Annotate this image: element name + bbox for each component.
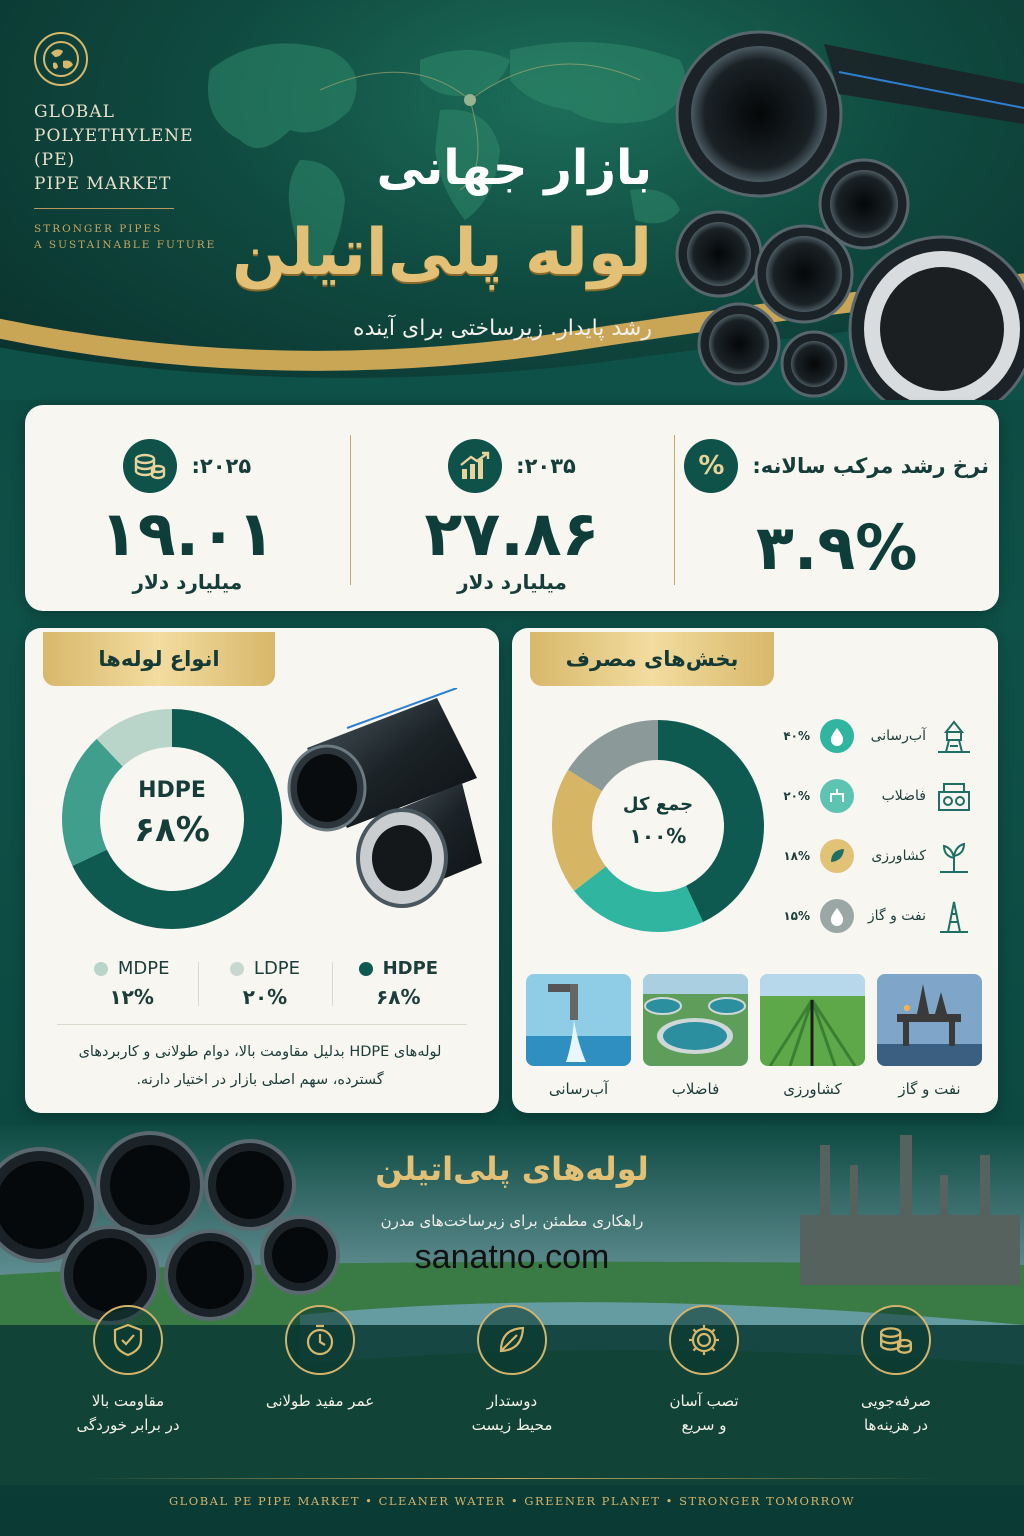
water-supply-photo bbox=[526, 974, 631, 1066]
stat-unit: میلیارد دلار bbox=[132, 570, 243, 594]
legend-item-ldpe bbox=[198, 958, 331, 1009]
sector-water bbox=[762, 706, 972, 766]
stat-cagr bbox=[674, 405, 999, 611]
feature-label-line: عمر مفید طولانی bbox=[265, 1392, 375, 1410]
percent-icon: % bbox=[684, 439, 738, 493]
sector-slice-1 bbox=[574, 866, 703, 932]
brand-title-line: PIPE MARKET bbox=[34, 174, 172, 194]
pipe-types-title: انواع لوله‌ها bbox=[43, 632, 275, 686]
legend-name: HDPE bbox=[382, 958, 439, 979]
agriculture-photo bbox=[760, 974, 865, 1066]
feature-label-line: مقاومت بالا bbox=[91, 1392, 165, 1410]
stat-unit: میلیارد دلار bbox=[457, 570, 567, 594]
hero-pipes-image bbox=[664, 24, 1024, 400]
donut-center-value: ۱۰۰% bbox=[629, 824, 687, 848]
hero-subtitle: رشد پایدار. زیرساختی برای آینده bbox=[353, 316, 652, 341]
oil-drop-icon bbox=[820, 899, 854, 933]
feature-label-line: محیط زیست bbox=[471, 1416, 553, 1434]
growth-chart-icon bbox=[448, 439, 502, 493]
note-divider bbox=[57, 1024, 467, 1025]
sector-photos bbox=[526, 974, 982, 1098]
stat-2035 bbox=[350, 405, 675, 611]
bottom-subtitle: راهکاری مطمئن برای زیرساخت‌های مدرن bbox=[380, 1212, 644, 1230]
brand-tagline bbox=[34, 221, 234, 253]
bottom-title: لوله‌های پلی‌اتیلن bbox=[375, 1150, 649, 1188]
feature-label bbox=[472, 1389, 553, 1437]
market-stats-card bbox=[25, 405, 999, 611]
feature-easy-install bbox=[620, 1305, 788, 1437]
brand-block bbox=[34, 32, 234, 253]
photo-agriculture bbox=[760, 974, 865, 1098]
consumption-panel bbox=[512, 628, 998, 1113]
legend-dot bbox=[230, 962, 244, 976]
brand-title-line: POLYETHYLENE (PE) bbox=[34, 126, 194, 170]
coins-icon bbox=[861, 1305, 931, 1375]
stat-label: نرخ رشد مرکب سالانه: bbox=[752, 454, 989, 478]
feature-label-line: در هزینه‌ها bbox=[863, 1416, 929, 1434]
photo-caption: کشاورزی bbox=[783, 1080, 842, 1098]
legend-name: LDPE bbox=[253, 958, 301, 979]
legend-dot bbox=[359, 962, 373, 976]
legend-name: MDPE bbox=[117, 958, 170, 979]
sector-name: آب‌رسانی bbox=[870, 728, 926, 744]
pipe-types-panel bbox=[25, 628, 499, 1113]
photo-water-supply bbox=[526, 974, 631, 1098]
feature-label bbox=[670, 1389, 739, 1437]
photo-caption: آب‌رسانی bbox=[548, 1080, 609, 1098]
photo-caption: نفت و گاز bbox=[898, 1080, 961, 1098]
feature-label-line: تصب آسان bbox=[669, 1392, 739, 1410]
footer-divider bbox=[80, 1478, 944, 1479]
sector-name: فاضلاب bbox=[881, 788, 926, 804]
timer-icon bbox=[285, 1305, 355, 1375]
sector-name: کشاورزی bbox=[871, 848, 926, 864]
globe-logo-icon bbox=[34, 32, 88, 86]
photo-oil-gas bbox=[877, 974, 982, 1098]
donut-center-label: HDPE bbox=[138, 778, 206, 803]
leaf-icon bbox=[477, 1305, 547, 1375]
stat-value: ۲۷.۸۶ bbox=[424, 497, 600, 570]
brand-title-line: GLOBAL bbox=[34, 102, 115, 122]
brand-divider bbox=[34, 208, 174, 209]
feature-label-line: دوستدار bbox=[486, 1392, 538, 1410]
feature-label bbox=[76, 1389, 179, 1437]
wastewater-photo bbox=[643, 974, 748, 1066]
sector-list bbox=[762, 706, 972, 946]
sector-value: ۲۰% bbox=[783, 789, 810, 803]
stat-label: ۲۰۲۵: bbox=[191, 454, 252, 478]
pipe-product-image bbox=[287, 688, 487, 918]
sector-name: نفت و گاز bbox=[867, 908, 926, 924]
brand-tagline-line: A SUSTAINABLE FUTURE bbox=[34, 239, 217, 251]
legend-dot bbox=[94, 962, 108, 976]
legend-item-mdpe bbox=[65, 958, 198, 1009]
feature-label-line: در برابر خوردگی bbox=[76, 1416, 180, 1434]
donut-center-value: ۶۸% bbox=[134, 810, 210, 850]
stat-2025 bbox=[25, 405, 350, 611]
consumption-title: بخش‌های مصرف bbox=[530, 632, 774, 686]
sector-value: ۱۸% bbox=[783, 849, 810, 863]
legend-value: ۶۸% bbox=[376, 985, 421, 1009]
gear-icon bbox=[669, 1305, 739, 1375]
pipe-types-legend bbox=[65, 958, 465, 1009]
shield-check-icon bbox=[93, 1305, 163, 1375]
sector-oil-gas bbox=[762, 886, 972, 946]
leaf-icon bbox=[820, 839, 854, 873]
photo-wastewater bbox=[643, 974, 748, 1098]
oil-gas-photo bbox=[877, 974, 982, 1066]
irrigation-icon bbox=[936, 838, 972, 874]
feature-label-line: و سریع bbox=[681, 1416, 727, 1434]
hero-section bbox=[0, 0, 1024, 400]
legend-item-hdpe bbox=[332, 958, 465, 1009]
sector-sewage bbox=[762, 766, 972, 826]
sewage-icon bbox=[820, 779, 854, 813]
hero-title-line1: بازار جهانی bbox=[376, 140, 652, 196]
treatment-plant-icon bbox=[936, 778, 972, 814]
footer-tagline: GLOBAL PE PIPE MARKET • CLEANER WATER • GREENER PLANET • STRONGER TOMORROW bbox=[168, 1494, 856, 1508]
feature-label bbox=[266, 1389, 374, 1413]
oil-rig-icon bbox=[936, 898, 972, 934]
coins-icon bbox=[123, 439, 177, 493]
stat-label: ۲۰۳۵: bbox=[516, 454, 576, 478]
brand-tagline-line: STRONGER PIPES bbox=[34, 223, 163, 235]
sector-value: ۱۵% bbox=[783, 909, 810, 923]
feature-label bbox=[861, 1389, 931, 1437]
feature-long-life bbox=[236, 1305, 404, 1437]
stat-value: ۳.۹% bbox=[756, 511, 918, 584]
donut-center-label: جمع کل bbox=[622, 794, 694, 815]
website-url: sanatno.com bbox=[414, 1238, 610, 1276]
brand-title bbox=[34, 100, 234, 196]
feature-list bbox=[44, 1305, 980, 1437]
pipe-types-note: لوله‌های HDPE بدلیل مقاومت بالا، دوام طولانی و کاربردهای گسترده، سهم اصلی بازار در اختیار دارنه. bbox=[78, 1044, 442, 1088]
feature-eco-friendly bbox=[428, 1305, 596, 1437]
hero-title-line2: لوله پلی‌اتیلن bbox=[232, 216, 652, 290]
legend-value: ۲۰% bbox=[242, 985, 288, 1009]
water-tower-icon bbox=[936, 718, 972, 754]
feature-corrosion-resistance bbox=[44, 1305, 212, 1437]
stat-value: ۱۹.۰۱ bbox=[99, 497, 275, 570]
photo-caption: فاضلاب bbox=[671, 1080, 720, 1098]
sector-agriculture bbox=[762, 826, 972, 886]
feature-cost-saving bbox=[812, 1305, 980, 1437]
water-drop-icon bbox=[820, 719, 854, 753]
sector-value: ۴۰% bbox=[783, 729, 810, 743]
feature-label-line: صرفه‌جویی bbox=[861, 1392, 931, 1410]
legend-value: ۱۲% bbox=[109, 985, 154, 1009]
